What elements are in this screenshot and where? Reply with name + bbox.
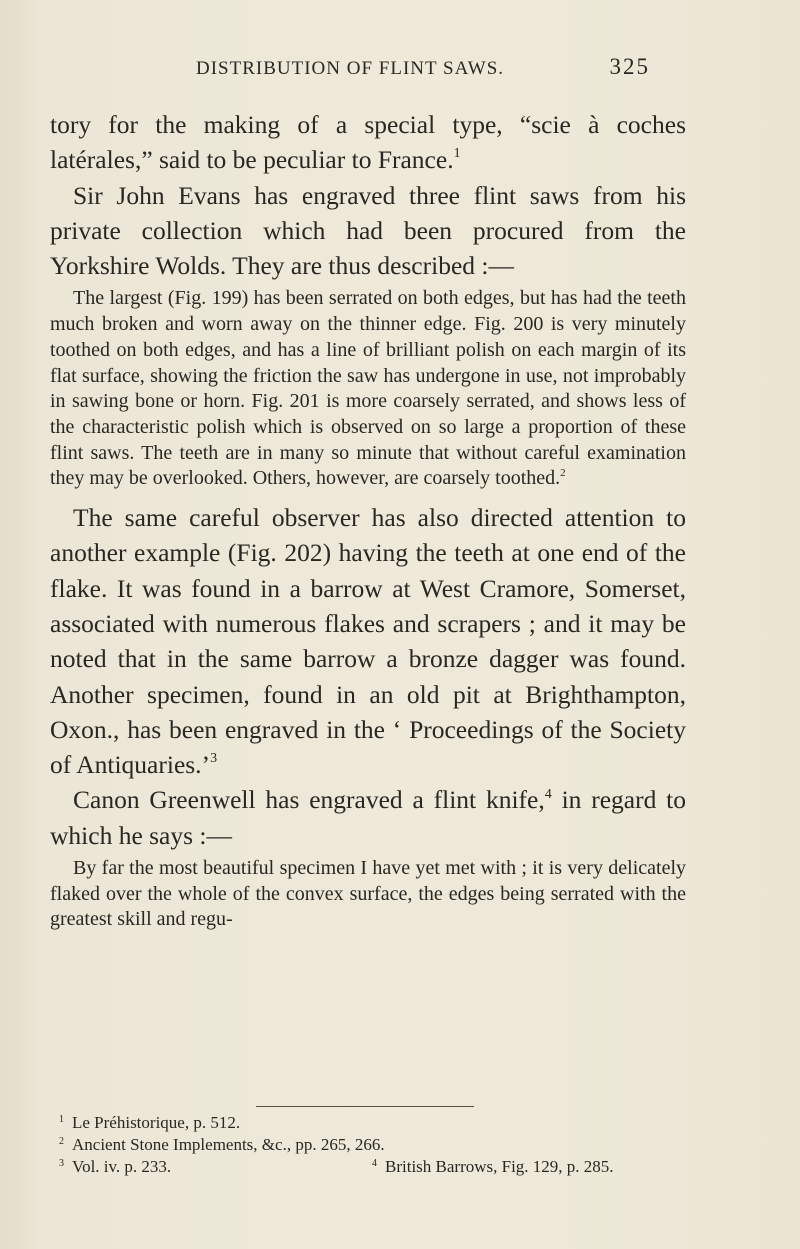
paragraph-greenwell — [50, 782, 686, 853]
paragraph-text: Sir John Evans has engraved three flint saws from his private collection which had been procured from the Yorkshire Wolds. They are thus described :— — [50, 180, 686, 281]
footnote-mark: 1 — [59, 1114, 64, 1125]
footnote-divider — [256, 1106, 474, 1107]
footnote-mark: 4 — [372, 1158, 377, 1169]
paragraph-text: Canon Greenwell has engraved a flint knife, — [73, 785, 545, 815]
paragraph-text: in regard to which he says :— — [50, 785, 687, 850]
page-number: 325 — [609, 54, 650, 79]
footnote-text: British Barrows, Fig. 129, p. 285. — [385, 1157, 614, 1176]
footnote-text: Vol. iv. p. 233. — [72, 1157, 172, 1176]
footnote-1 — [59, 1112, 699, 1134]
block-quote-greenwell — [50, 856, 686, 933]
paragraph-text: The same careful observer has also directed attention to another example (Fig. 202) having the teeth at one end of the flake. It was found in a barrow at West Cramore, Somerset, associated with numerous flakes and scrapers ; and it may be noted that in the same barrow a bronze dagger was found. Another specimen, found in an old pit at Brighthampton, Oxon., has been engraved in the ‘ Proceedings of the Society of Antiquaries.’ — [50, 503, 686, 780]
paragraph-continuation — [50, 107, 686, 178]
paragraph-observer — [50, 500, 686, 782]
footnote-ref: 1 — [453, 146, 461, 162]
footnote-mark: 2 — [59, 1136, 64, 1147]
main-text — [50, 107, 686, 933]
footnote-text: Le Préhistorique, p. 512. — [72, 1113, 241, 1132]
footnote-ref: 2 — [560, 466, 566, 479]
block-quote-evans — [50, 286, 686, 492]
footnote-mark: 3 — [59, 1158, 64, 1169]
running-title: DISTRIBUTION OF FLINT SAWS. — [196, 58, 505, 79]
footnotes — [59, 1112, 699, 1178]
footnote-2 — [59, 1134, 699, 1156]
footnote-4 — [372, 1156, 614, 1181]
quote-text: By far the most beautiful specimen I have yet met with ; it is very delicately flaked over the whole of the convex surface, the edges being serrated with the greatest skill and regu- — [50, 857, 686, 931]
footnote-ref: 3 — [210, 751, 218, 767]
footnote-3-and-4 — [59, 1156, 699, 1178]
footnote-ref: 4 — [544, 786, 552, 802]
paragraph-text: tory for the making of a special type, “scie à coches latérales,” said to be peculiar to France. — [50, 110, 686, 175]
quote-text: The largest (Fig. 199) has been serrated on both edges, but has had the teeth much broken and worn away on the thinner edge. Fig. 200 is very minutely toothed on both edges, and has a line of brilliant polish on each margin of its flat surface, showing the friction the saw has undergone in use, not improbably in sawing bone or horn. Fig. 201 is more coarsely serrated, and shows less of the characteristic polish which is observed on so large a proportion of these flint saws. The teeth are in many so minute that without careful examination they may be overlooked. Others, however, are coarsely toothed. — [50, 287, 686, 490]
footnote-text: Ancient Stone Implements, &c., pp. 265, 266. — [72, 1135, 385, 1154]
paragraph-evans — [50, 178, 686, 284]
